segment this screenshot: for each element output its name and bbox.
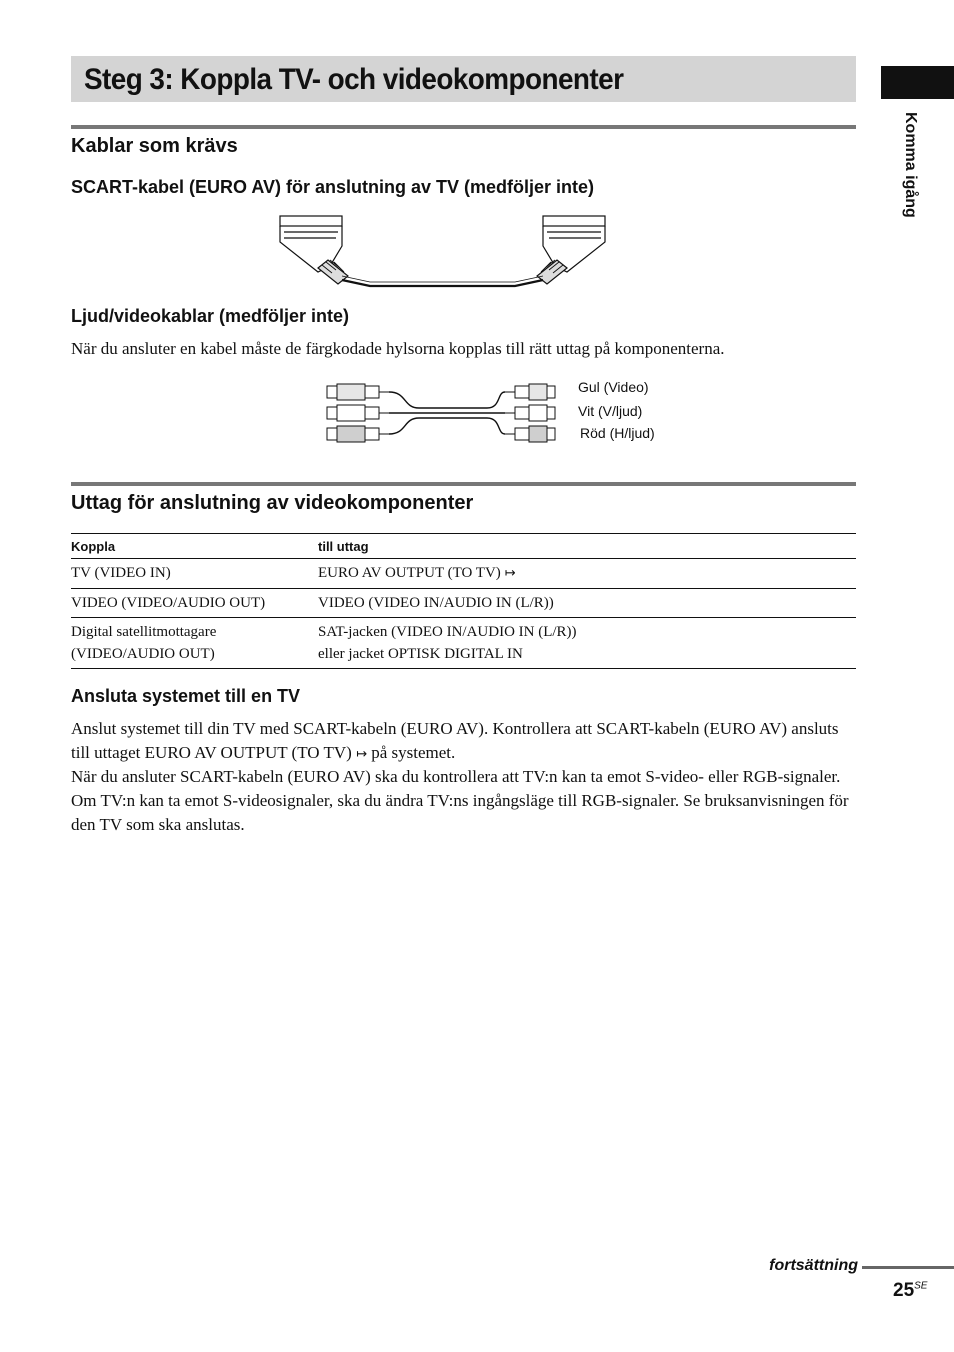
page-number-value: 25 [893, 1280, 915, 1301]
table-cell-line: Digital satellitmottagare [71, 624, 217, 640]
connection-table [71, 533, 856, 669]
output-arrow-icon: ↦ [356, 747, 367, 762]
table-cell: TV (VIDEO IN) [71, 559, 318, 589]
table-row [71, 618, 856, 669]
output-arrow-icon: ↦ [504, 566, 516, 581]
table-header-row [71, 534, 856, 559]
section-heading-cables: Kablar som krävs [71, 135, 238, 157]
scart-cable-illustration [270, 210, 615, 295]
continued-rule [862, 1266, 954, 1269]
scart-heading: SCART-kabel (EURO AV) för anslutning av TV (medföljer inte) [71, 177, 595, 197]
page-number-suffix: SE [914, 1280, 928, 1292]
av-cables-heading: Ljud/videokablar (medföljer inte) [71, 306, 350, 326]
plug-label-red: Röd (H/ljud) [580, 425, 655, 441]
connect-tv-paragraph-1 [71, 717, 861, 767]
table-header-jack: till uttag [318, 534, 856, 559]
connect-tv-heading: Ansluta systemet till en TV [71, 686, 301, 706]
table-row [71, 559, 856, 589]
table-cell [318, 559, 856, 589]
side-tab-marker [881, 66, 954, 99]
table-header-connect: Koppla [71, 534, 318, 559]
section-rule [71, 125, 856, 129]
table-cell-text: EURO AV OUTPUT (TO TV) [318, 565, 501, 581]
av-cable-illustration [325, 378, 575, 448]
table-cell-line: SAT-jacken (VIDEO IN/AUDIO IN (L/R)) [318, 624, 577, 640]
paragraph-text: på systemet. [371, 743, 456, 762]
page-title: Steg 3: Koppla TV- och videokomponenter [84, 63, 624, 96]
table-cell-line: eller jacket OPTISK DIGITAL IN [318, 646, 523, 662]
av-cables-text: När du ansluter en kabel måste de färgkodade hylsorna kopplas till rätt uttag på komponenterna. [71, 339, 725, 358]
section-heading-outputs: Uttag för anslutning av videokomponenter [71, 492, 474, 514]
table-cell: VIDEO (VIDEO/AUDIO OUT) [71, 589, 318, 618]
table-cell-line: (VIDEO/AUDIO OUT) [71, 646, 215, 662]
left-plug-yellow [327, 384, 389, 400]
table-row [71, 589, 856, 618]
table-cell [318, 618, 856, 669]
plug-label-white: Vit (V/ljud) [578, 403, 643, 419]
continued-label: fortsättning [769, 1257, 858, 1274]
side-tab-label: Komma igång [902, 112, 919, 218]
connect-tv-paragraph-2: När du ansluter SCART-kabeln (EURO AV) ska du kontrollera att TV:n kan ta emot S-video- eller RGB-signaler. Om TV:n kan ta emot S-videosignaler, ska du ändra TV:ns ingångsläge till RGB-signaler. Se bruksanvisningen för den TV som ska anslutas. [71, 767, 849, 834]
paragraph-text: Anslut systemet till din TV med SCART-kabeln (EURO AV). Kontrollera att SCART-kabeln (EURO AV) ansluts till uttaget EURO AV OUTPUT (TO TV) [71, 719, 839, 762]
page-number [893, 1280, 927, 1302]
table-cell [71, 618, 318, 669]
plug-label-yellow: Gul (Video) [578, 379, 649, 395]
section-rule [71, 482, 856, 486]
table-cell: VIDEO (VIDEO IN/AUDIO IN (L/R)) [318, 589, 856, 618]
